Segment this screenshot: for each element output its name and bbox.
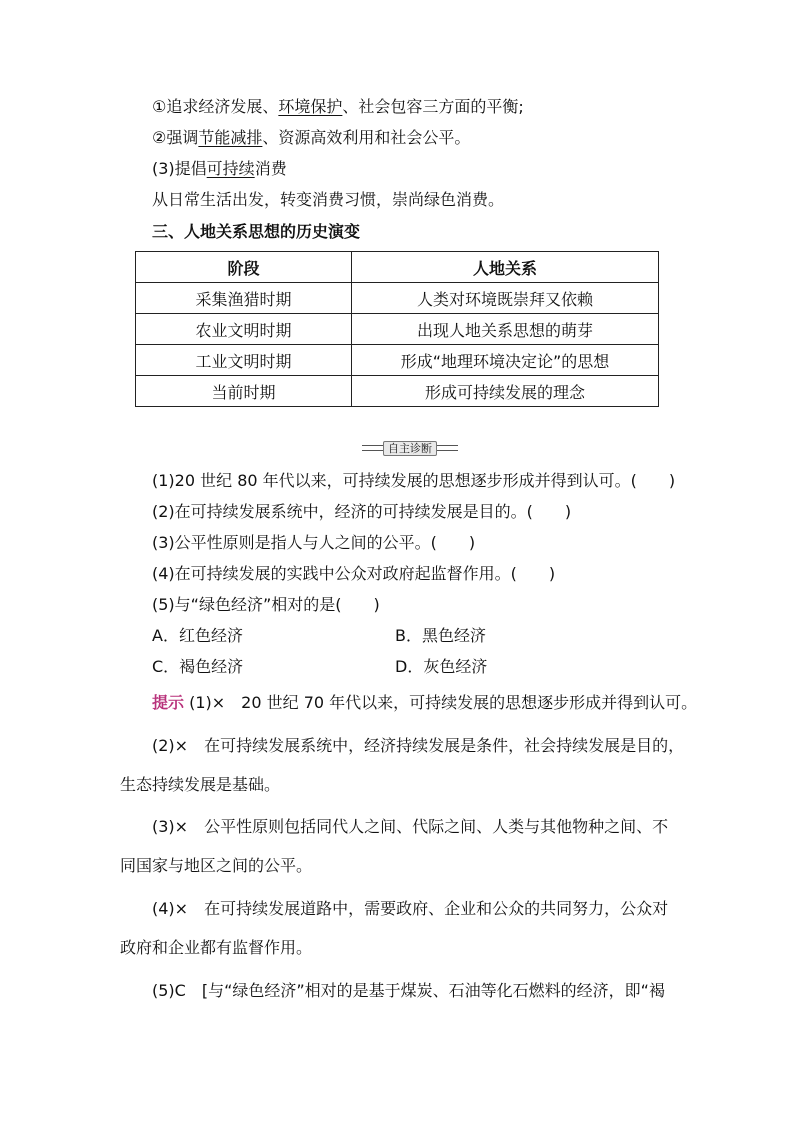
underlined-keyword: 节能减排 xyxy=(198,128,263,147)
option-c: C．褐色经济 xyxy=(152,657,244,676)
table-cell-relation: 人类对环境既崇拜又依赖 xyxy=(352,283,659,314)
table-cell-relation: 形成“地理环境决定论”的思想 xyxy=(352,345,659,376)
option-d: D．灰色经济 xyxy=(395,657,488,676)
table-cell-stage: 当前时期 xyxy=(136,376,352,407)
section-heading: 三、人地关系思想的历史演变 xyxy=(152,222,361,241)
human-land-relation-table xyxy=(135,251,659,407)
table-row xyxy=(136,345,659,376)
answer-3-line-1: (3)× 公平性原则包括同代人之间、代际之间、人类与其他物种之间、不 xyxy=(152,817,669,836)
text-segment: 、资源高效利用和社会公平。 xyxy=(262,128,471,147)
text-segment: 消费 xyxy=(254,159,287,178)
answer-4-line-2: 政府和企业都有监督作用。 xyxy=(120,938,313,957)
text-segment: (3)提倡 xyxy=(152,159,207,178)
badge-right-rule xyxy=(437,445,458,451)
question-2: (2)在可持续发展系统中，经济的可持续发展是目的。( ) xyxy=(152,502,572,521)
question-1: (1)20 世纪 80 年代以来，可持续发展的思想逐步形成并得到认可。( ) xyxy=(152,471,676,490)
principle-line-2 xyxy=(152,127,470,149)
table-header-stage: 阶段 xyxy=(136,252,352,283)
underlined-keyword: 可持续 xyxy=(206,159,255,178)
table-header-relation: 人地关系 xyxy=(352,252,659,283)
consumption-text: 从日常生活出发，转变消费习惯，崇尚绿色消费。 xyxy=(152,190,505,209)
principle-line-1 xyxy=(152,96,524,118)
answer-3-line-2: 同国家与地区之间的公平。 xyxy=(120,856,313,875)
answer-5-line-1: (5)C [与“绿色经济”相对的是基于煤炭、石油等化石燃料的经济，即“褐 xyxy=(152,981,665,1000)
table-cell-relation: 出现人地关系思想的萌芽 xyxy=(352,314,659,345)
table-cell-relation: 形成可持续发展的理念 xyxy=(352,376,659,407)
badge-label: 自主诊断 xyxy=(383,441,437,456)
table-header-row xyxy=(136,252,659,283)
option-a: A．红色经济 xyxy=(152,626,243,645)
text-segment: ①追求经济发展、 xyxy=(152,97,279,116)
answer-1-text: (1)× 20 世纪 70 年代以来，可持续发展的思想逐步形成并得到认可。 xyxy=(189,693,698,712)
badge-left-rule xyxy=(362,445,383,451)
hint-label: 提示 xyxy=(152,693,185,712)
question-5: (5)与“绿色经济”相对的是( ) xyxy=(152,595,380,614)
table-row xyxy=(136,283,659,314)
answer-1 xyxy=(152,692,697,714)
option-b: B．黑色经济 xyxy=(395,626,486,645)
text-segment: ②强调 xyxy=(152,128,199,147)
table-cell-stage: 工业文明时期 xyxy=(136,345,352,376)
answer-2-line-2: 生态持续发展是基础。 xyxy=(120,775,281,794)
self-diagnosis-badge xyxy=(362,440,458,456)
table-row xyxy=(136,314,659,345)
table-row xyxy=(136,376,659,407)
question-4: (4)在可持续发展的实践中公众对政府起监督作用。( ) xyxy=(152,564,556,583)
text-segment: 、社会包容三方面的平衡; xyxy=(342,97,524,116)
table-cell-stage: 采集渔猎时期 xyxy=(136,283,352,314)
answer-4-line-1: (4)× 在可持续发展道路中，需要政府、企业和公众的共同努力，公众对 xyxy=(152,899,669,918)
answer-2-line-1: (2)× 在可持续发展系统中，经济持续发展是条件，社会持续发展是目的， xyxy=(152,736,685,755)
consumption-heading xyxy=(152,158,287,180)
underlined-keyword: 环境保护 xyxy=(278,97,343,116)
question-3: (3)公平性原则是指人与人之间的公平。( ) xyxy=(152,533,476,552)
table-cell-stage: 农业文明时期 xyxy=(136,314,352,345)
